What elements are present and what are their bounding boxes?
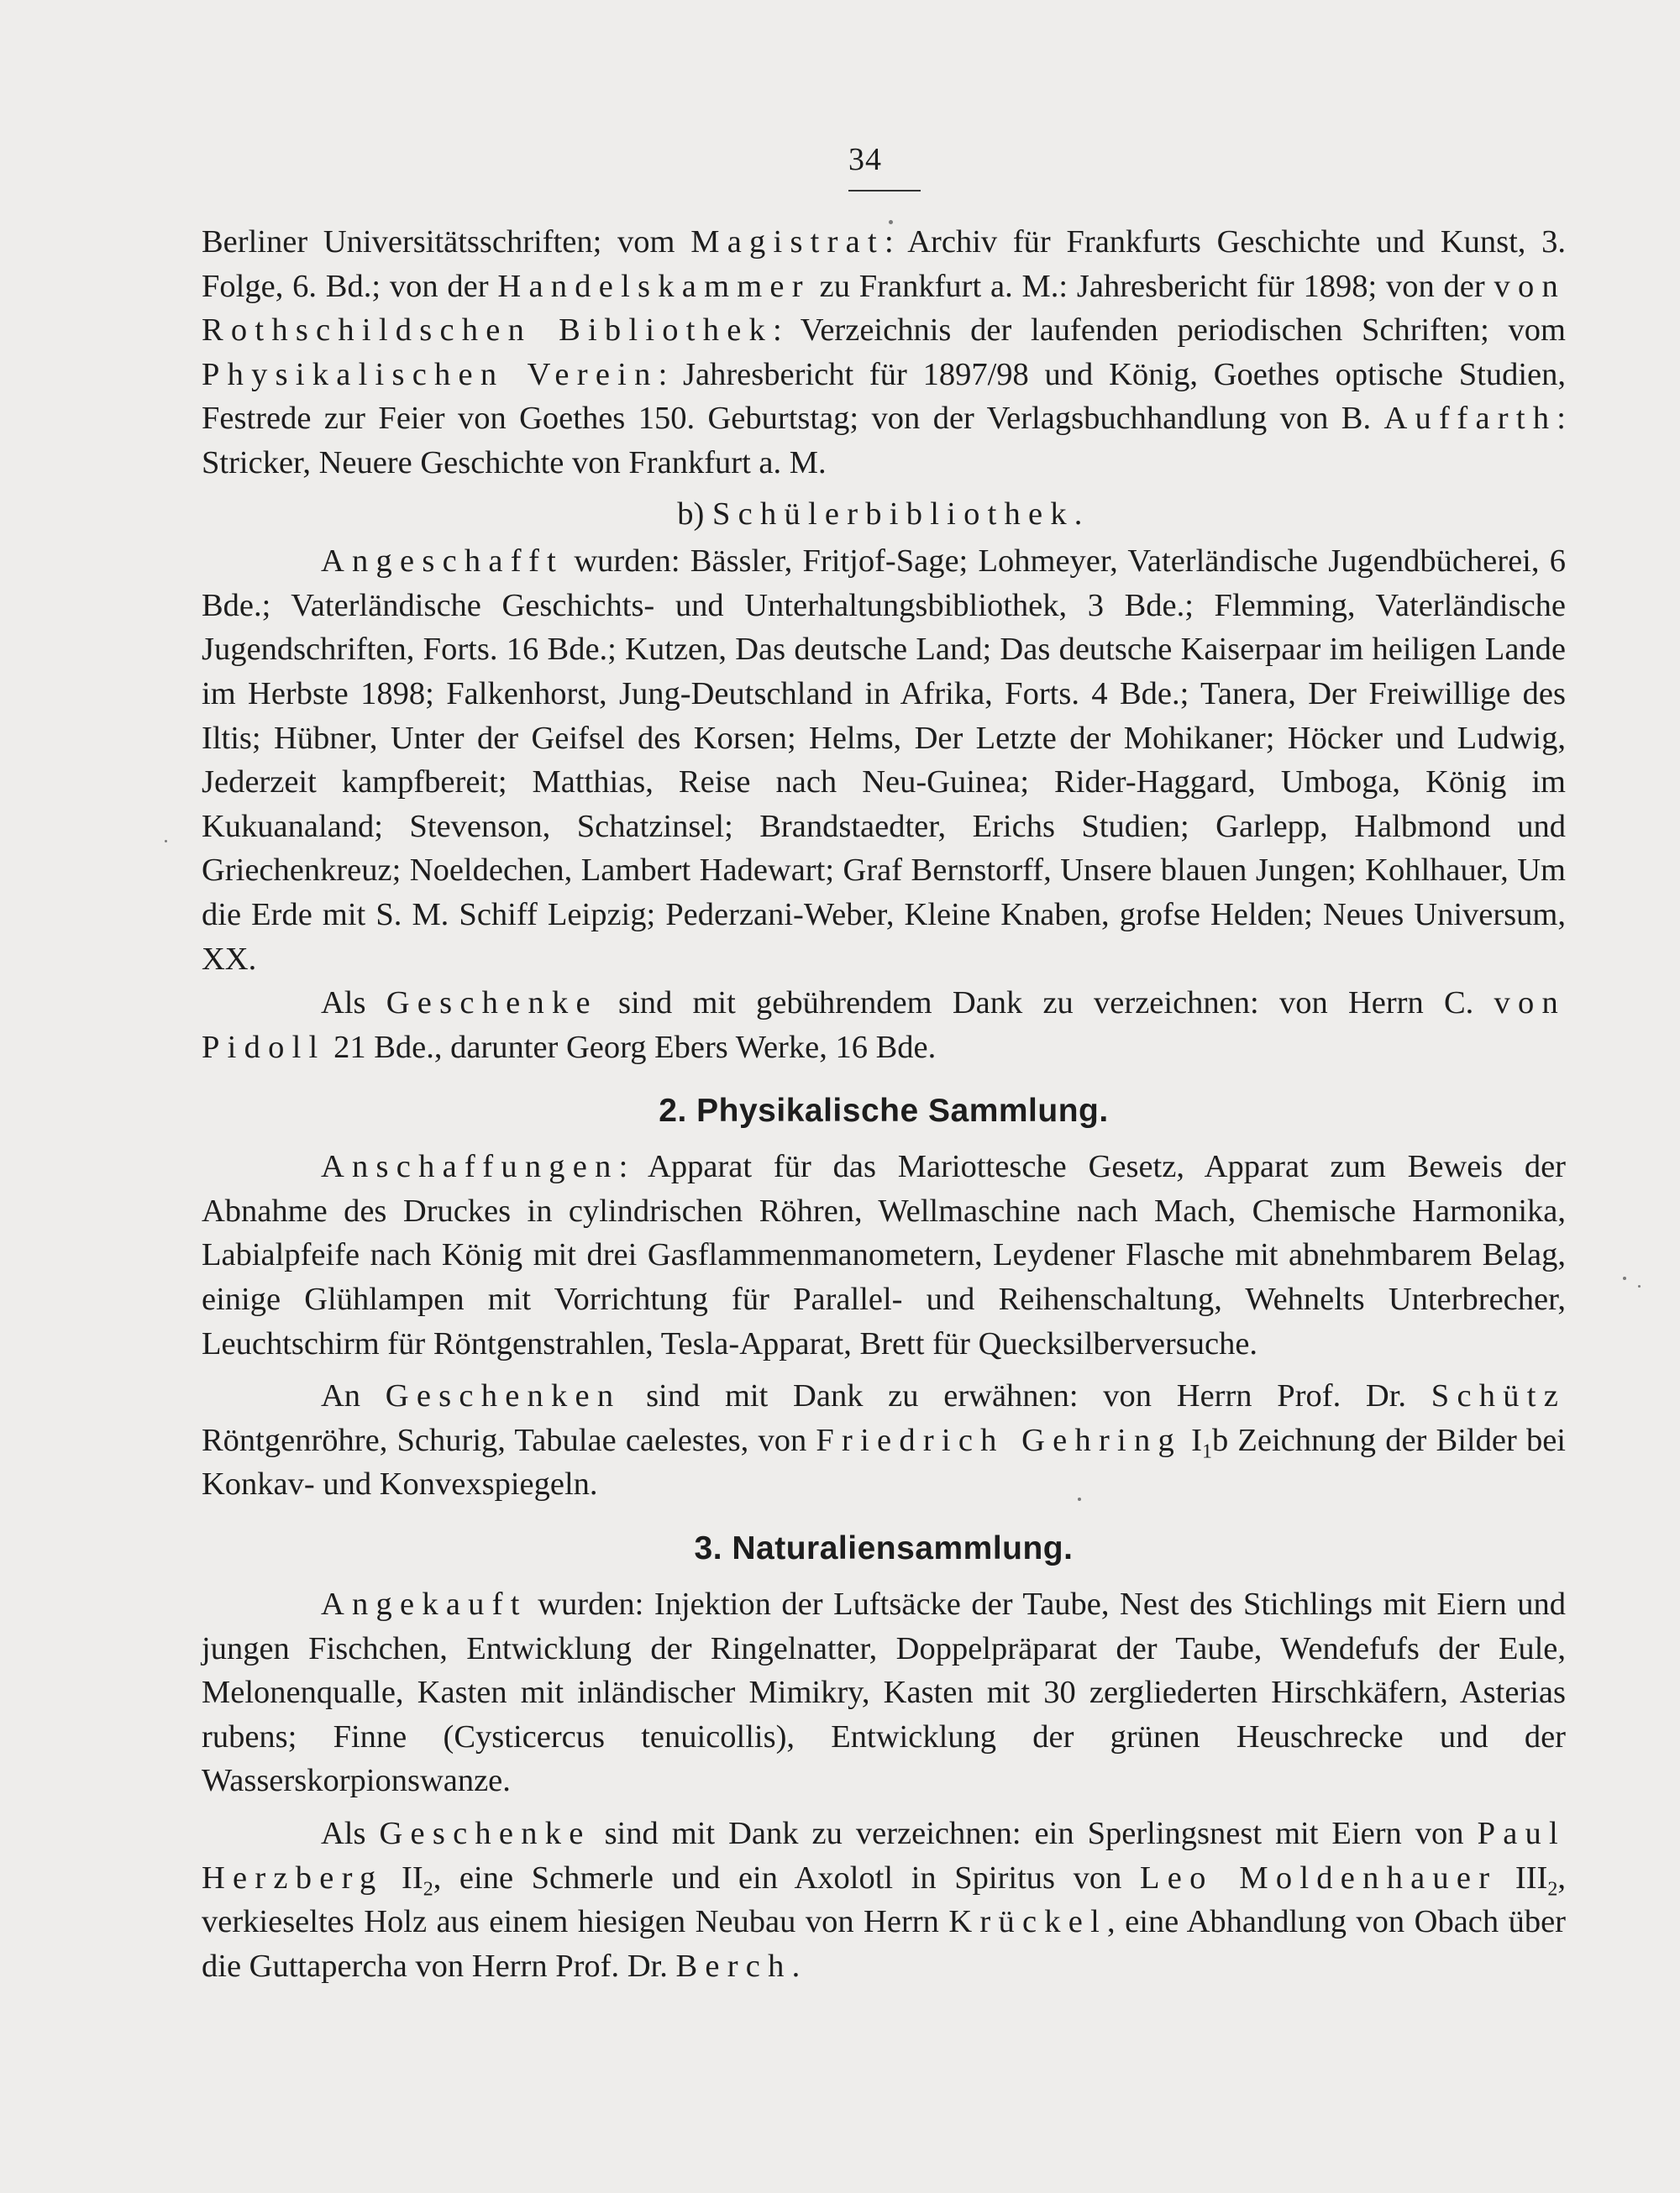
spaced-word-geschenke: Geschenke — [386, 985, 598, 1021]
text-run: Röntgenröhre, Schurig, Tabulae caelestes, von — [202, 1422, 807, 1458]
spaced-word-geschenke: Geschenke — [379, 1816, 591, 1851]
class-label: II — [402, 1860, 423, 1896]
text-run: sind mit Dank zu erwähnen: von Herrn Prof. Dr. — [646, 1378, 1407, 1414]
text-run: 21 Bde., darunter Georg Ebers Werke, 16 Bde. — [333, 1029, 937, 1065]
spaced-name-physikalisch: Physikalischen Verein — [202, 356, 659, 392]
schuelerbibliothek-gifts-paragraph — [202, 981, 1566, 1069]
class-label: I — [1191, 1422, 1202, 1458]
spaced-name-moldenhauer: Leo Moldenhauer — [1139, 1860, 1498, 1896]
library-acquisitions-paragraph — [202, 220, 1566, 485]
class-subscript: 2 — [423, 1878, 433, 1901]
spaced-word-angeschafft: Angeschafft — [321, 543, 564, 580]
class-label: III — [1515, 1860, 1548, 1896]
subheading-prefix: b) — [677, 496, 705, 532]
physik-acquisitions-paragraph — [202, 1145, 1566, 1366]
text-run: , verkieseltes Holz aus einem hiesigen Neubau von Herrn — [202, 1860, 1566, 1940]
spaced-word-geschenken: Geschenken — [385, 1378, 622, 1414]
heading-naturaliensammlung: 3. Naturaliensammlung. — [694, 1530, 1074, 1567]
text-run: Berliner Universitätsschriften; vom — [202, 224, 675, 260]
spaced-name-schuetz: Schütz — [1431, 1378, 1567, 1414]
paper-speck — [165, 840, 167, 842]
schuelerbibliothek-acquired-paragraph — [202, 539, 1566, 981]
text-run: . — [791, 1948, 801, 1984]
paper-speck — [1638, 1285, 1641, 1288]
heading-physikalische-sammlung: 2. Physikalische Sammlung. — [659, 1093, 1109, 1130]
text-run: wurden: Bässler, Fritjof-Sage; Lohmeyer, Vaterländische Jugendbücherei, 6 Bde.; Vaterländische Geschichts- und Unterhaltungsbibliothek, 3 Bde.; Flemming, Vaterländische Jugendschriften, Forts. 16 Bde.; Kutzen, Das deutsche Land; Das deutsche Kaiserpaar im heiligen Lande im Herbste 1898; Falkenhorst, Jung-Deutschland in Afrika, Forts. 4 Bde.; Tanera, Der Freiwillige des Iltis; Hübner, Unter der Geifsel des Korsen; Helms, Der Letzte der Mohikaner; Höcker und Ludwig, Jederzeit kampfbereit; Matthias, Reise nach Neu-Guinea; Rider-Haggard, Umboga, König im Kukuanaland; Stevenson, Schatzinsel; Brandstaedter, Erichs Studien; Garlepp, Halbmond und Griechenkreuz; Noeldechen, Lambert Hadewart; Graf Bernstorff, Unsere blauen Jungen; Kohlhauer, Um die Erde mit S. M. Schiff Leipzig; Pederzani-Weber, Kleine Knaben, grofse Helden; Neues Universum, XX. — [202, 543, 1567, 977]
text-run: wurden: Injektion der Luftsäcke der Taube, Nest des Stichlings mit Eiern und jungen Fischchen, Entwicklung der Ringelnatter, Doppelpräparat der Taube, Wendefufs der Eule, Melonenqualle, Kasten mit inländischer Mimikry, Kasten mit 30 zergliederten Hirschkäfern, Asterias rubens; Finne (Cysticercus tenuicollis), Entwicklung der grünen Heuschrecke und der Wasserskorpionswanze. — [202, 1587, 1566, 1799]
page-number-rule — [848, 190, 921, 191]
spaced-name-berch: Berch — [675, 1948, 792, 1984]
spaced-word-angekauft: Angekauft — [321, 1587, 528, 1623]
text-run: : Stricker, Neuere Geschichte von Frankfurt a. M. — [202, 401, 1566, 480]
paper-speck — [1078, 1498, 1081, 1501]
natur-acquired-paragraph — [202, 1582, 1566, 1803]
text-run: , eine Schmerle und ein Axolotl in Spiritus von — [433, 1860, 1122, 1896]
text-run: sind mit gebührendem Dank zu verzeichnen: von Herrn C. — [618, 985, 1474, 1021]
text-run: : Verzeichnis der laufenden periodischen Schriften; vom — [773, 312, 1566, 349]
text-run: : Apparat für das Mariottesche Gesetz, Apparat zum Beweis der Abnahme des Druckes in cylindrischen Röhren, Wellmaschine nach Mach, Chemische Harmonika, Labialpfeife nach König mit drei Gasflammenmanometern, Leydener Flasche mit abnehmbarem Belag, einige Glühlampen mit Vorrichtung für Parallel- und Reihenschaltung, Wehnelts Unterbrecher, Leuchtschirm für Röntgenstrahlen, Tesla-Apparat, Brett für Quecksilberversuche. — [202, 1149, 1566, 1361]
class-subscript: 2 — [1547, 1878, 1558, 1901]
physik-gifts-paragraph — [202, 1374, 1566, 1507]
subheading-title: Schülerbibliothek. — [712, 496, 1090, 532]
text-run: Als — [321, 1816, 366, 1851]
class-subscript: 1 — [1201, 1440, 1212, 1463]
text-run: zu Frankfurt a. M.: Jahresbericht für 1898; von der — [819, 268, 1485, 304]
spaced-name-krueckel: Krückel — [948, 1904, 1108, 1940]
spaced-name-herzberg: Paul Herzberg — [202, 1816, 1566, 1896]
text-run: : Archiv für Frankfurts Geschichte und Kunst, 3. Folge, 6. Bd.; von der — [202, 224, 1567, 304]
spaced-name-handelskammer: Handelskammer — [497, 268, 811, 304]
spaced-name-pidoll: von Pidoll — [202, 985, 1567, 1065]
spaced-name-rothschild: von Rothschildschen Bibliothek — [202, 268, 1567, 349]
text-run: b Zeichnung der Bilder bei Konkav- und Konvexspiegeln. — [202, 1422, 1566, 1503]
text-run: An — [321, 1378, 361, 1414]
natur-gifts-paragraph — [202, 1812, 1566, 1988]
text-run: : Jahresbericht für 1897/98 und König, Goethes optische Studien, Festrede zur Feier von Goethes 150. Geburtstag; von der Verlagsbuchhandlung von B. — [202, 356, 1566, 437]
text-run: sind mit Dank zu verzeichnen: ein Sperlingsnest mit Eiern von — [604, 1816, 1464, 1851]
spaced-word-anschaffungen: Anschaffungen — [321, 1149, 619, 1185]
paper-speck — [889, 220, 893, 224]
text-run: Als — [321, 985, 366, 1021]
paper-speck — [1623, 1277, 1626, 1280]
text-run: , eine Abhandlung von Obach über die Guttapercha von Herrn Prof. Dr. — [202, 1904, 1567, 1984]
spaced-name-magistrat: Magistrat — [690, 224, 885, 260]
spaced-name-gehring: Friedrich Gehring — [816, 1422, 1182, 1458]
page-number: 34 — [848, 142, 882, 177]
spaced-name-auffarth: Auffarth — [1383, 401, 1557, 437]
subheading-schuelerbibliothek — [202, 492, 1566, 537]
page-body — [202, 220, 1566, 1988]
